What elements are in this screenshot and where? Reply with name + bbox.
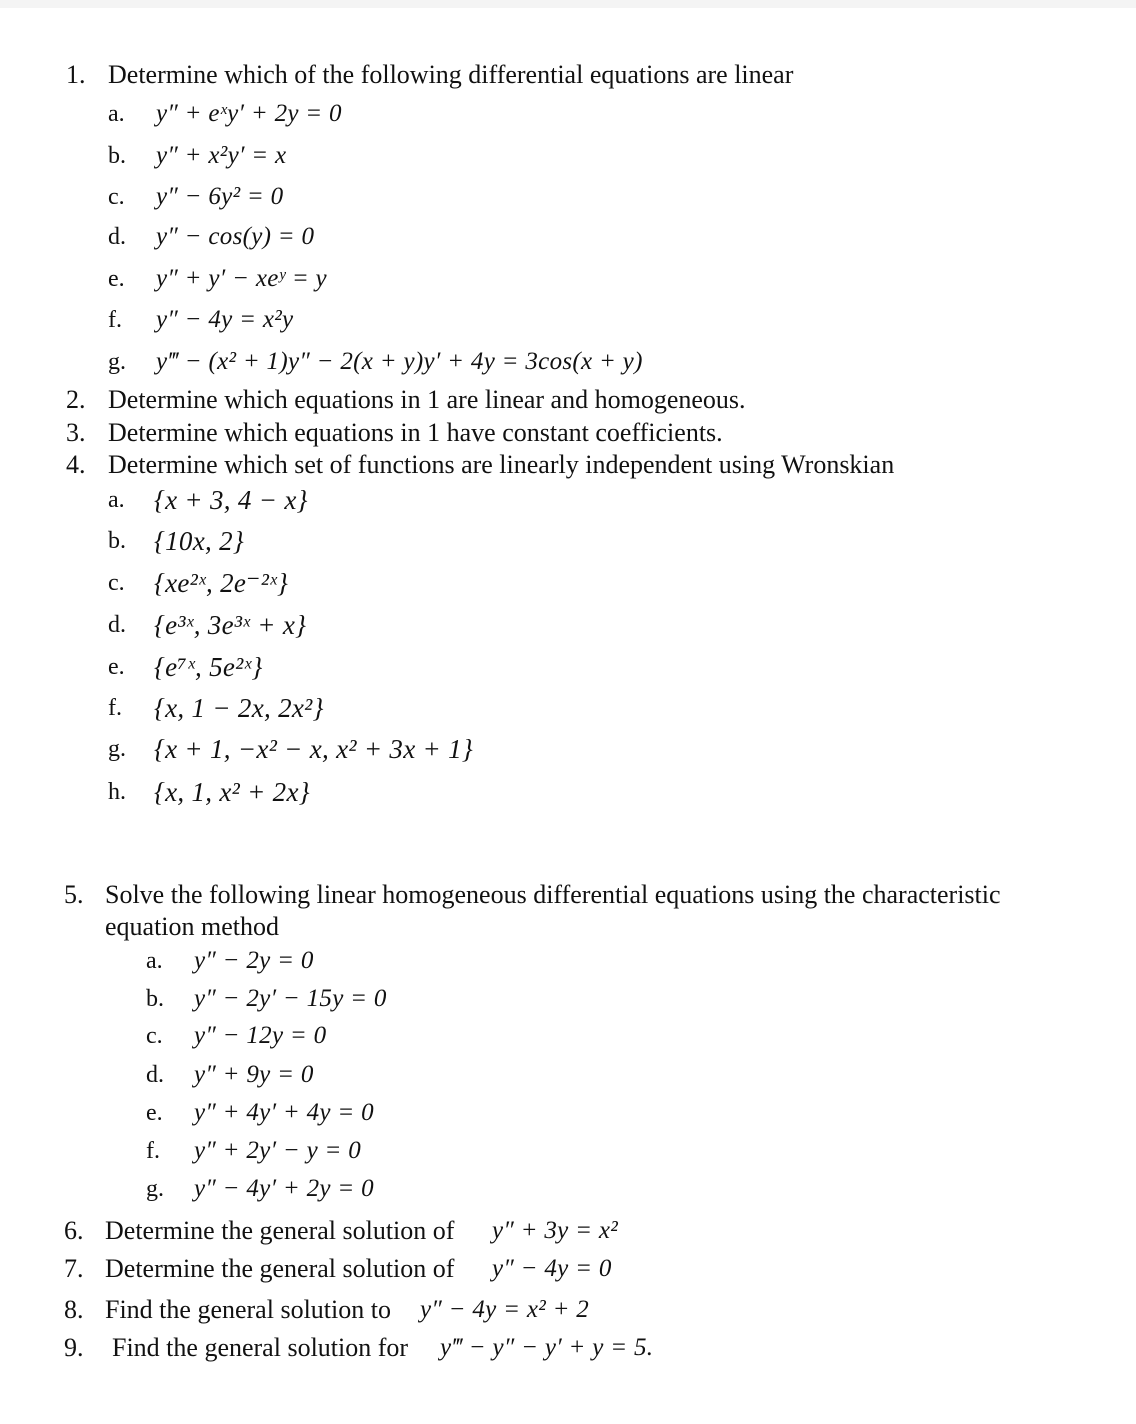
question-text: Determine the general solution of bbox=[105, 1216, 455, 1245]
item-equation: y‴ − (x² + 1)y″ − 2(x + y)y′ + 4y = 3cos(x + y) bbox=[156, 348, 643, 375]
question-number: 5. bbox=[64, 880, 84, 909]
question-text: Find the general solution to bbox=[105, 1295, 391, 1324]
question-text: Determine which of the following differential equations are linear bbox=[108, 60, 794, 89]
item-equation: y″ − 4y = x²y bbox=[156, 306, 294, 333]
question-text: Determine which equations in 1 are linear and homogeneous. bbox=[108, 385, 746, 414]
item-set: {x + 3, 4 − x} bbox=[154, 485, 308, 515]
item-label: d. bbox=[146, 1062, 164, 1088]
item-label: g. bbox=[108, 349, 126, 375]
item-label: e. bbox=[108, 654, 125, 680]
question-text: Determine which equations in 1 have constant coefficients. bbox=[108, 418, 723, 447]
question-number: 8. bbox=[64, 1295, 84, 1324]
top-border bbox=[0, 0, 1136, 8]
question-equation: y″ − 4y = x² + 2 bbox=[420, 1296, 590, 1323]
item-set: {x, 1 − 2x, 2x²} bbox=[154, 693, 324, 723]
question-number: 6. bbox=[64, 1216, 84, 1245]
item-set: {x, 1, x² + 2x} bbox=[154, 777, 310, 807]
question-equation: y″ − 4y = 0 bbox=[492, 1255, 612, 1282]
item-equation: y″ − 2y = 0 bbox=[194, 947, 314, 974]
item-equation: y″ − 6y² = 0 bbox=[156, 183, 284, 210]
item-equation: y″ + eˣy′ + 2y = 0 bbox=[156, 100, 342, 127]
question-text: Find the general solution for bbox=[112, 1333, 409, 1362]
item-equation: y″ + 9y = 0 bbox=[194, 1061, 314, 1088]
item-equation: y″ − 12y = 0 bbox=[194, 1022, 327, 1049]
item-label: e. bbox=[108, 266, 125, 292]
item-equation: y″ − 4y′ + 2y = 0 bbox=[194, 1175, 374, 1202]
item-set: {e³ˣ, 3e³ˣ + x} bbox=[154, 610, 307, 640]
item-label: e. bbox=[146, 1100, 163, 1126]
question-text: Determine which set of functions are linearly independent using Wronskian bbox=[108, 450, 895, 479]
item-label: f. bbox=[108, 695, 122, 721]
question-text: Solve the following linear homogeneous differential equations using the characteristic bbox=[105, 880, 1001, 909]
question-number: 3. bbox=[66, 418, 86, 447]
item-label: c. bbox=[146, 1023, 163, 1049]
item-label: b. bbox=[108, 143, 126, 169]
item-label: f. bbox=[146, 1138, 160, 1164]
item-label: d. bbox=[108, 224, 126, 250]
question-number: 4. bbox=[66, 450, 86, 479]
item-label: g. bbox=[146, 1176, 164, 1202]
question-text: Determine the general solution of bbox=[105, 1254, 455, 1283]
item-equation: y″ + 2y′ − y = 0 bbox=[194, 1137, 362, 1164]
item-equation: y″ + y′ − xeʸ = y bbox=[156, 265, 327, 292]
item-label: b. bbox=[146, 986, 164, 1012]
item-label: g. bbox=[108, 736, 126, 762]
item-set: {10x, 2} bbox=[154, 526, 244, 556]
item-equation: y″ − 2y′ − 15y = 0 bbox=[194, 985, 387, 1012]
item-label: a. bbox=[108, 101, 125, 127]
item-equation: y″ + x²y′ = x bbox=[156, 142, 287, 169]
question-text-continued: equation method bbox=[105, 912, 280, 941]
item-label: b. bbox=[108, 528, 126, 554]
question-number: 7. bbox=[64, 1254, 84, 1283]
item-label: d. bbox=[108, 612, 126, 638]
question-equation: y‴ − y″ − y′ + y = 5. bbox=[440, 1334, 654, 1361]
item-set: {e⁷ˣ, 5e²ˣ} bbox=[154, 652, 263, 682]
item-label: c. bbox=[108, 184, 125, 210]
question-number: 9. bbox=[64, 1333, 84, 1362]
item-label: h. bbox=[108, 779, 126, 805]
item-set: {xe²ˣ, 2e⁻²ˣ} bbox=[154, 568, 289, 598]
question-equation: y″ + 3y = x² bbox=[492, 1217, 619, 1244]
item-equation: y″ + 4y′ + 4y = 0 bbox=[194, 1099, 374, 1126]
question-number: 1. bbox=[66, 60, 86, 89]
item-set: {x + 1, −x² − x, x² + 3x + 1} bbox=[154, 734, 474, 764]
question-number: 2. bbox=[66, 385, 86, 414]
item-label: c. bbox=[108, 570, 125, 596]
item-label: f. bbox=[108, 307, 122, 333]
item-label: a. bbox=[146, 948, 163, 974]
item-equation: y″ − cos(y) = 0 bbox=[156, 223, 315, 250]
item-label: a. bbox=[108, 487, 125, 513]
